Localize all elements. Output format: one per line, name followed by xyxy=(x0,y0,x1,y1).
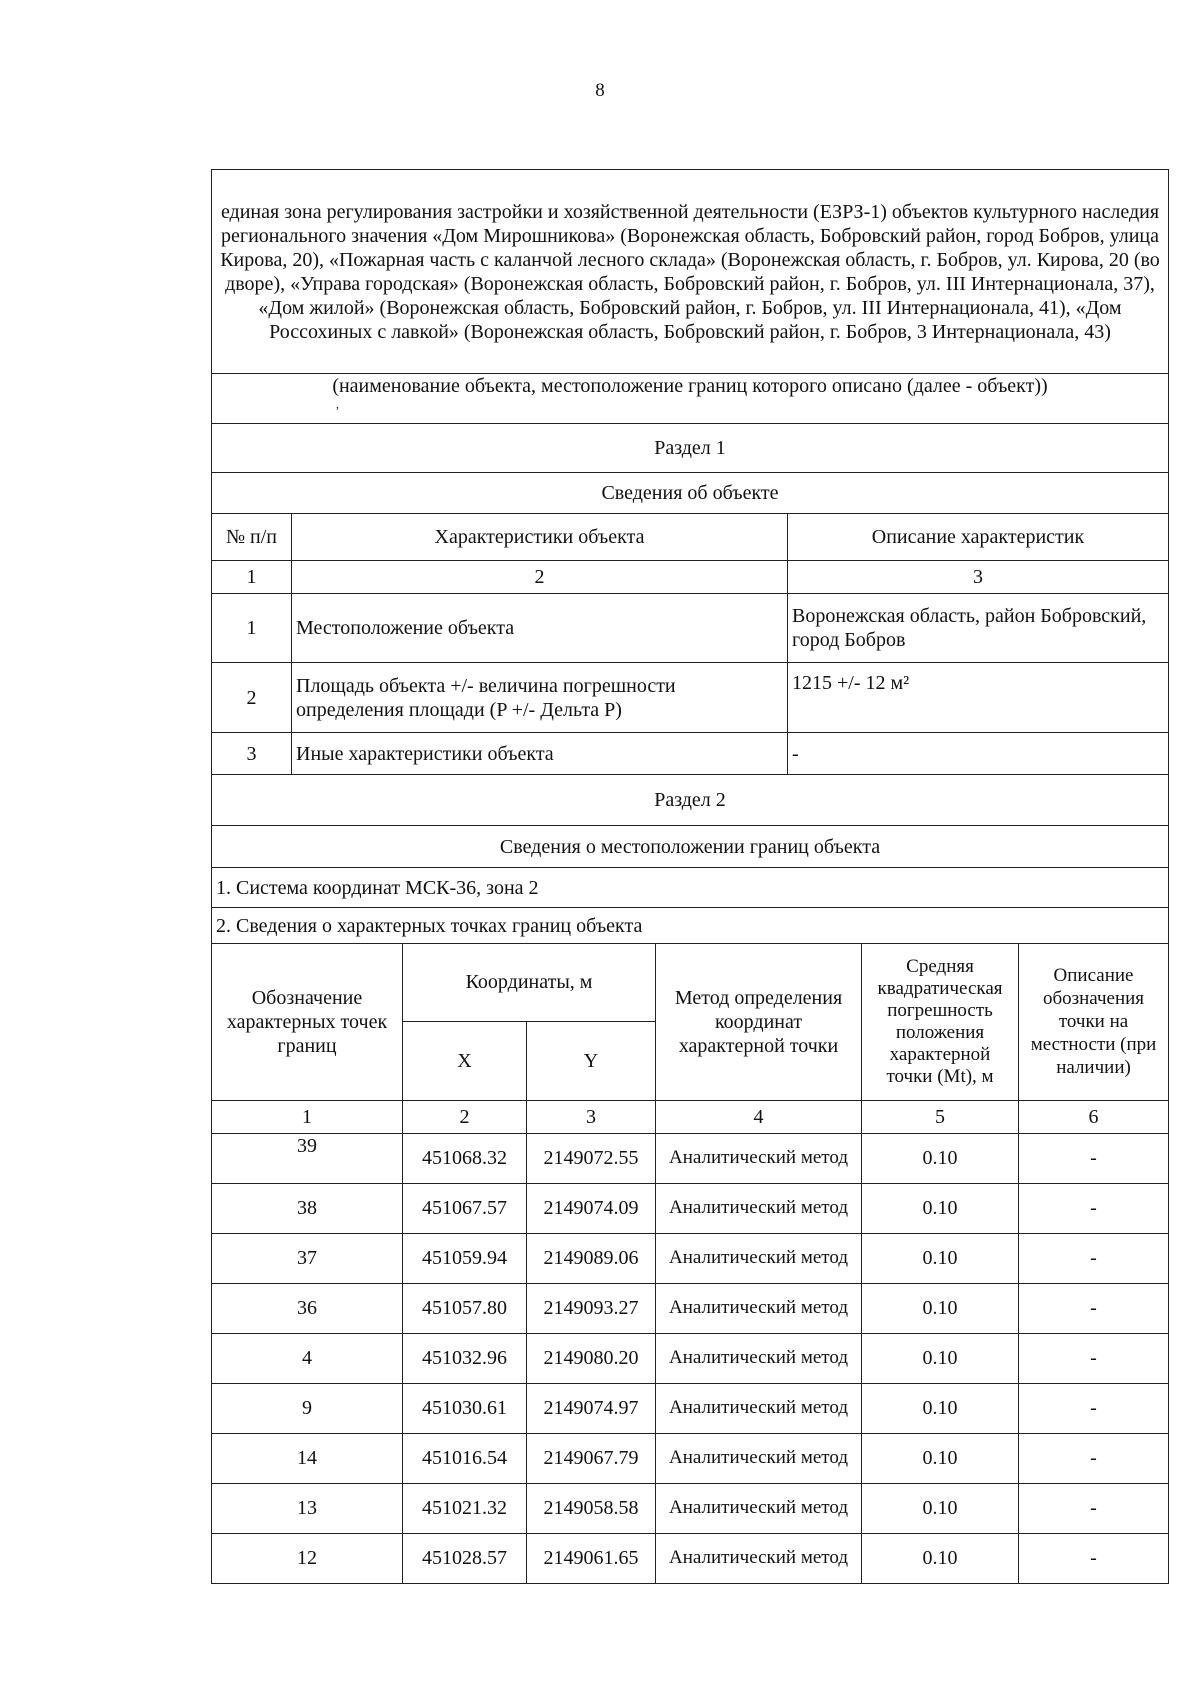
colnum: 1 xyxy=(212,561,292,594)
header-error: Средняя квадратическая погрешность положения характерной точки (Mt), м xyxy=(862,943,1019,1100)
point-y: 2149067.79 xyxy=(527,1433,656,1483)
point-x: 451021.32 xyxy=(403,1483,527,1533)
caption-mark: , xyxy=(336,397,339,411)
row-description: 1215 +/- 12 м² xyxy=(788,663,1169,733)
row-num: 2 xyxy=(212,663,292,733)
section1-header-row xyxy=(212,514,1169,561)
point-y: 2149093.27 xyxy=(527,1283,656,1333)
section2-subtitle: Сведения о местоположении границ объекта xyxy=(212,826,1169,868)
point-method: Аналитический метод xyxy=(656,1383,862,1433)
point-method: Аналитический метод xyxy=(656,1483,862,1533)
point-description: - xyxy=(1019,1533,1169,1583)
header-coordinates: Координаты, м xyxy=(403,943,656,1021)
point-description: - xyxy=(1019,1133,1169,1183)
point-error: 0.10 xyxy=(862,1483,1019,1533)
point-y: 2149089.06 xyxy=(527,1233,656,1283)
header-point: Обозначение характерных точек границ xyxy=(212,943,403,1100)
point-x: 451016.54 xyxy=(403,1433,527,1483)
header-description: Описание характеристик xyxy=(788,514,1169,561)
point-error: 0.10 xyxy=(862,1133,1019,1183)
coordinate-system: 1. Система координат МСК-36, зона 2 xyxy=(212,868,1169,908)
object-info-table xyxy=(211,169,1169,944)
row-num: 1 xyxy=(212,594,292,663)
point-error: 0.10 xyxy=(862,1383,1019,1433)
point-description: - xyxy=(1019,1283,1169,1333)
point-id: 38 xyxy=(212,1183,403,1233)
section1-colnum-row xyxy=(212,561,1169,594)
table-row xyxy=(212,1433,1169,1483)
point-error: 0.10 xyxy=(862,1183,1019,1233)
point-id: 12 xyxy=(212,1533,403,1583)
point-description: - xyxy=(1019,1233,1169,1283)
point-x: 451059.94 xyxy=(403,1233,527,1283)
table-row xyxy=(212,1183,1169,1233)
point-x: 451068.32 xyxy=(403,1133,527,1183)
point-error: 0.10 xyxy=(862,1283,1019,1333)
point-id: 36 xyxy=(212,1283,403,1333)
point-y: 2149072.55 xyxy=(527,1133,656,1183)
point-y: 2149074.09 xyxy=(527,1183,656,1233)
point-description: - xyxy=(1019,1383,1169,1433)
point-method: Аналитический метод xyxy=(656,1183,862,1233)
point-error: 0.10 xyxy=(862,1433,1019,1483)
table-row xyxy=(212,1533,1169,1583)
point-id: 4 xyxy=(212,1333,403,1383)
colnum: 6 xyxy=(1019,1100,1169,1133)
point-y: 2149074.97 xyxy=(527,1383,656,1433)
header-x: X xyxy=(403,1021,527,1100)
row-num: 3 xyxy=(212,733,292,775)
point-y: 2149080.20 xyxy=(527,1333,656,1383)
point-method: Аналитический метод xyxy=(656,1283,862,1333)
table-row xyxy=(212,663,1169,733)
point-x: 451030.61 xyxy=(403,1383,527,1433)
colnum: 1 xyxy=(212,1100,403,1133)
table-row xyxy=(212,1333,1169,1383)
header-characteristics: Характеристики объекта xyxy=(292,514,788,561)
point-x: 451067.57 xyxy=(403,1183,527,1233)
row-description: - xyxy=(788,733,1169,775)
row-characteristic: Местоположение объекта xyxy=(292,594,788,663)
header-method: Метод определения координат характерной точки xyxy=(656,943,862,1100)
point-error: 0.10 xyxy=(862,1233,1019,1283)
table-row xyxy=(212,1383,1169,1433)
point-id: 9 xyxy=(212,1383,403,1433)
point-id: 14 xyxy=(212,1433,403,1483)
table-row xyxy=(212,1483,1169,1533)
row-characteristic: Площадь объекта +/- величина погрешности определения площади (P +/- Дельта P) xyxy=(292,663,788,733)
point-method: Аналитический метод xyxy=(656,1133,862,1183)
table-row xyxy=(212,594,1169,663)
section1-title: Раздел 1 xyxy=(212,424,1169,473)
table-row xyxy=(212,1233,1169,1283)
point-description: - xyxy=(1019,1483,1169,1533)
colnum: 2 xyxy=(403,1100,527,1133)
point-method: Аналитический метод xyxy=(656,1533,862,1583)
header-point-description: Описание обозначения точки на местности (при наличии) xyxy=(1019,943,1169,1100)
points-colnum-row xyxy=(212,1100,1169,1133)
section2-title: Раздел 2 xyxy=(212,775,1169,826)
table-row xyxy=(212,1133,1169,1183)
points-table xyxy=(211,943,1169,1584)
row-description: Воронежская область, район Бобровский, город Бобров xyxy=(788,594,1169,663)
object-caption-cell xyxy=(212,374,1169,424)
point-method: Аналитический метод xyxy=(656,1233,862,1283)
points-header-row xyxy=(212,943,1169,1021)
point-description: - xyxy=(1019,1333,1169,1383)
point-description: - xyxy=(1019,1433,1169,1483)
row-characteristic: Иные характеристики объекта xyxy=(292,733,788,775)
point-id: 37 xyxy=(212,1233,403,1283)
section1-subtitle: Сведения об объекте xyxy=(212,473,1169,514)
colnum: 5 xyxy=(862,1100,1019,1133)
point-method: Аналитический метод xyxy=(656,1333,862,1383)
table-row xyxy=(212,733,1169,775)
table-row xyxy=(212,1283,1169,1333)
point-error: 0.10 xyxy=(862,1333,1019,1383)
header-num: № п/п xyxy=(212,514,292,561)
colnum: 3 xyxy=(527,1100,656,1133)
point-id: 13 xyxy=(212,1483,403,1533)
points-title: 2. Сведения о характерных точках границ объекта xyxy=(212,908,1169,944)
object-caption: (наименование объекта, местоположение границ которого описано (далее - объект)) xyxy=(332,375,1048,397)
object-name: единая зона регулирования застройки и хозяйственной деятельности (ЕЗРЗ-1) объектов культурного наследия регионального значения «Дом Мирошникова» (Воронежская область, Бобровский район, город Бобров, улица Кирова, 20), «Пожарная часть с каланчой лесного склада» (Воронежская область, г. Бобров, ул. Кирова, 20 (во дворе), «Управа городская» (Воронежская область, Бобровский район, г. Бобров, ул. III Интернационала, 37), «Дом жилой» (Воронежская область, Бобровский район, г. Бобров, ул. III Интернационала, 41), «Дом Россохиных с лавкой» (Воронежская область, Бобровский район, г. Бобров, 3 Интернационала, 43) xyxy=(212,170,1169,374)
point-y: 2149061.65 xyxy=(527,1533,656,1583)
page-number: 8 xyxy=(595,80,605,101)
point-method: Аналитический метод xyxy=(656,1433,862,1483)
point-x: 451057.80 xyxy=(403,1283,527,1333)
point-y: 2149058.58 xyxy=(527,1483,656,1533)
point-error: 0.10 xyxy=(862,1533,1019,1583)
header-y: Y xyxy=(527,1021,656,1100)
colnum: 4 xyxy=(656,1100,862,1133)
point-description: - xyxy=(1019,1183,1169,1233)
colnum: 2 xyxy=(292,561,788,594)
document-body xyxy=(211,169,1168,1584)
point-x: 451028.57 xyxy=(403,1533,527,1583)
colnum: 3 xyxy=(788,561,1169,594)
point-x: 451032.96 xyxy=(403,1333,527,1383)
point-id: 39 xyxy=(212,1133,403,1183)
